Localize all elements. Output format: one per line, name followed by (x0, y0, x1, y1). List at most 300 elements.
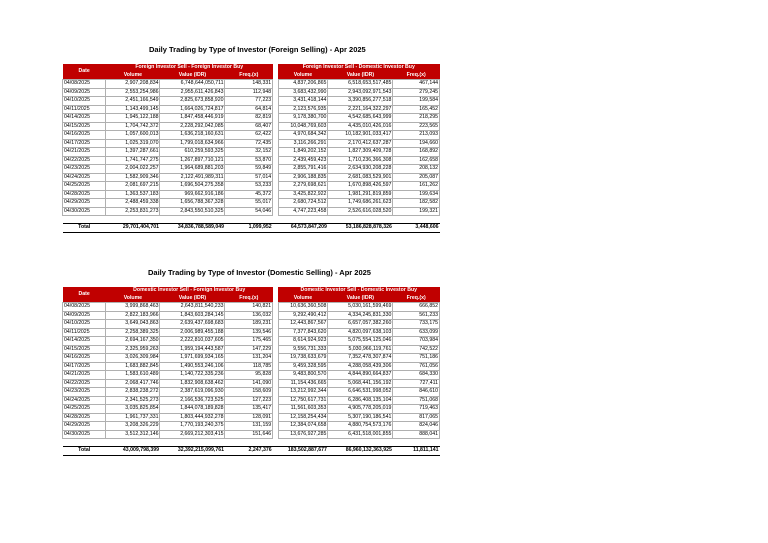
spacer-cell (63, 216, 440, 224)
value-cell: 4,288,058,439,306 (328, 362, 393, 371)
value-cell: 3,683,432,990 (278, 88, 328, 97)
value-cell: 2,451,166,549 (106, 97, 160, 106)
value-cell: 6,657,057,382,260 (328, 320, 393, 329)
value-cell: 4,542,685,643,999 (328, 114, 393, 123)
value-cell: 2,221,164,322,297 (328, 105, 393, 114)
table-row (63, 207, 440, 216)
header-row (63, 64, 440, 72)
total-value: 183,502,887,677 (278, 447, 328, 456)
value-cell: 3,425,822,922 (278, 190, 328, 199)
value-cell: 1,803,444,932,278 (160, 413, 225, 422)
value-cell: 10,182,901,033,417 (328, 131, 393, 140)
value-cell: 1,844,078,189,828 (160, 405, 225, 414)
value-cell: 817,065 (393, 413, 440, 422)
value-cell: 205,087 (393, 173, 440, 182)
spacer-row (63, 439, 440, 447)
value-cell: 1,490,553,246,106 (160, 362, 225, 371)
column-header: Value (IDR) (160, 72, 225, 80)
value-cell: 158,609 (225, 388, 273, 397)
value-cell: 2,943,092,971,543 (328, 88, 393, 97)
table-row (63, 405, 440, 414)
value-cell: 1,025,319,070 (106, 139, 160, 148)
value-cell: 55,017 (225, 199, 273, 208)
total-label: Total (63, 224, 106, 233)
value-cell: 68,407 (225, 122, 273, 131)
subheader-row (63, 72, 440, 80)
date-cell: 04/25/2025 (63, 405, 106, 414)
table-row (63, 303, 440, 312)
table-row (63, 97, 440, 106)
date-cell: 04/28/2025 (63, 190, 106, 199)
value-cell: 3,999,868,463 (106, 303, 160, 312)
value-cell: 62,422 (225, 131, 273, 140)
table-row (63, 173, 440, 182)
header-row (63, 287, 440, 295)
date-cell: 04/23/2025 (63, 388, 106, 397)
value-cell: 141,090 (225, 379, 273, 388)
value-cell: 1,710,236,366,308 (328, 156, 393, 165)
value-cell: 112,948 (225, 88, 273, 97)
value-cell: 751,186 (393, 354, 440, 363)
value-cell: 1,964,689,881,203 (160, 165, 225, 174)
value-cell: 8,614,924,923 (278, 337, 328, 346)
value-cell: 45,372 (225, 190, 273, 199)
value-cell: 3,208,326,229 (106, 422, 160, 431)
date-cell: 04/14/2025 (63, 337, 106, 346)
date-cell: 04/25/2025 (63, 182, 106, 191)
value-cell: 1,971,699,934,165 (160, 354, 225, 363)
value-cell: 2,387,619,096,930 (160, 388, 225, 397)
value-cell: 3,035,825,854 (106, 405, 160, 414)
group1-header: Foreign Investor Sell - Foreign Investor Buy (106, 64, 273, 72)
value-cell: 4,334,245,831,330 (328, 311, 393, 320)
date-cell: 04/16/2025 (63, 354, 106, 363)
table-row (63, 337, 440, 346)
column-header: Volume (278, 295, 328, 303)
table-row (63, 165, 440, 174)
value-cell: 10,636,360,508 (278, 303, 328, 312)
table2-title: Daily Trading by Type of Investor (Domestic Selling) - Apr 2025 (148, 268, 371, 277)
column-header: Volume (106, 72, 160, 80)
value-cell: 5,030,966,119,761 (328, 345, 393, 354)
value-cell: 1,670,898,426,597 (328, 182, 393, 191)
value-cell: 3,026,309,984 (106, 354, 160, 363)
date-cell: 04/21/2025 (63, 371, 106, 380)
date-header: Date (63, 64, 106, 80)
value-cell: 703,984 (393, 337, 440, 346)
value-cell: 1,770,193,240,375 (160, 422, 225, 431)
value-cell: 9,556,731,333 (278, 345, 328, 354)
date-cell: 04/08/2025 (63, 80, 106, 89)
date-cell: 04/24/2025 (63, 396, 106, 405)
total-value: 64,573,847,209 (278, 224, 328, 233)
value-cell: 2,081,697,215 (106, 182, 160, 191)
total-value: 1,099,952 (225, 224, 273, 233)
value-cell: 1,583,610,489 (106, 371, 160, 380)
total-value: 2,247,376 (225, 447, 273, 456)
value-cell: 2,006,989,455,188 (160, 328, 225, 337)
date-cell: 04/11/2025 (63, 105, 106, 114)
column-header: Freq.(x) (225, 72, 273, 80)
value-cell: 182,582 (393, 199, 440, 208)
table-row (63, 105, 440, 114)
total-value: 43,009,798,399 (106, 447, 160, 456)
value-cell: 4,880,754,573,176 (328, 422, 393, 431)
value-cell: 2,228,292,042,085 (160, 122, 225, 131)
value-cell: 4,905,778,205,019 (328, 405, 393, 414)
value-cell: 13,676,927,285 (278, 430, 328, 439)
value-cell: 2,838,238,272 (106, 388, 160, 397)
date-cell: 04/22/2025 (63, 379, 106, 388)
date-cell: 04/30/2025 (63, 207, 106, 216)
value-cell: 162,658 (393, 156, 440, 165)
value-cell: 2,526,616,028,520 (328, 207, 393, 216)
total-value: 34,836,788,589,049 (160, 224, 225, 233)
value-cell: 2,123,576,935 (278, 105, 328, 114)
value-cell: 969,662,916,186 (160, 190, 225, 199)
group1-header: Domestic Investor Sell - Foreign Investor Buy (106, 287, 273, 295)
column-header: Freq.(x) (393, 72, 440, 80)
spacer-row (63, 216, 440, 224)
total-value: 86,960,132,363,925 (328, 447, 393, 456)
value-cell: 4,837,206,865 (278, 80, 328, 89)
value-cell: 1,827,309,409,728 (328, 148, 393, 157)
value-cell: 218,295 (393, 114, 440, 123)
value-cell: 467,144 (393, 80, 440, 89)
total-value: 32,392,215,099,761 (160, 447, 225, 456)
column-header: Value (IDR) (328, 72, 393, 80)
value-cell: 279,245 (393, 88, 440, 97)
value-cell: 95,828 (225, 371, 273, 380)
value-cell: 1,945,122,188 (106, 114, 160, 123)
value-cell: 3,649,043,863 (106, 320, 160, 329)
table-row (63, 320, 440, 329)
date-cell: 04/10/2025 (63, 320, 106, 329)
value-cell: 53,233 (225, 182, 273, 191)
date-cell: 04/16/2025 (63, 131, 106, 140)
value-cell: 719,463 (393, 405, 440, 414)
value-cell: 846,610 (393, 388, 440, 397)
date-cell: 04/28/2025 (63, 413, 106, 422)
value-cell: 11,561,603,353 (278, 405, 328, 414)
column-header: Freq.(x) (225, 295, 273, 303)
table-row (63, 80, 440, 89)
total-value: 53,186,828,878,326 (328, 224, 393, 233)
value-cell: 53,870 (225, 156, 273, 165)
value-cell: 2,843,550,510,325 (160, 207, 225, 216)
value-cell: 12,158,254,434 (278, 413, 328, 422)
date-cell: 04/17/2025 (63, 362, 106, 371)
date-cell: 04/21/2025 (63, 148, 106, 157)
total-value: 11,811,141 (393, 447, 440, 456)
value-cell: 2,341,525,273 (106, 396, 160, 405)
table-row (63, 139, 440, 148)
value-cell: 9,292,490,412 (278, 311, 328, 320)
table-row (63, 190, 440, 199)
value-cell: 1,656,788,367,328 (160, 199, 225, 208)
value-cell: 1,741,747,275 (106, 156, 160, 165)
value-cell: 32,152 (225, 148, 273, 157)
value-cell: 12,384,074,658 (278, 422, 328, 431)
value-cell: 1,267,897,710,121 (160, 156, 225, 165)
value-cell: 9,459,328,595 (278, 362, 328, 371)
value-cell: 4,820,097,638,103 (328, 328, 393, 337)
column-header: Freq.(x) (393, 295, 440, 303)
value-cell: 751,068 (393, 396, 440, 405)
total-label: Total (63, 447, 106, 456)
value-cell: 1,847,458,446,919 (160, 114, 225, 123)
date-cell: 04/17/2025 (63, 139, 106, 148)
value-cell: 9,178,380,700 (278, 114, 328, 123)
value-cell: 888,041 (393, 430, 440, 439)
total-row (63, 447, 440, 456)
value-cell: 4,844,890,664,837 (328, 371, 393, 380)
value-cell: 1,799,018,634,966 (160, 139, 225, 148)
value-cell: 1,959,194,443,587 (160, 345, 225, 354)
value-cell: 2,907,208,834 (106, 80, 160, 89)
value-cell: 1,749,686,261,623 (328, 199, 393, 208)
value-cell: 5,307,190,186,541 (328, 413, 393, 422)
value-cell: 189,231 (225, 320, 273, 329)
value-cell: 161,262 (393, 182, 440, 191)
value-cell: 1,849,202,152 (278, 148, 328, 157)
table-row (63, 354, 440, 363)
date-cell: 04/29/2025 (63, 199, 106, 208)
value-cell: 742,522 (393, 345, 440, 354)
value-cell: 1,843,603,284,145 (160, 311, 225, 320)
date-cell: 04/29/2025 (63, 422, 106, 431)
value-cell: 3,390,856,277,518 (328, 97, 393, 106)
value-cell: 175,465 (225, 337, 273, 346)
total-row (63, 224, 440, 233)
table-row (63, 345, 440, 354)
table-row (63, 430, 440, 439)
value-cell: 1,636,218,160,631 (160, 131, 225, 140)
value-cell: 2,325,959,263 (106, 345, 160, 354)
value-cell: 11,154,436,665 (278, 379, 328, 388)
value-cell: 19,738,633,679 (278, 354, 328, 363)
value-cell: 118,785 (225, 362, 273, 371)
value-cell: 131,159 (225, 422, 273, 431)
value-cell: 131,204 (225, 354, 273, 363)
table-row (63, 379, 440, 388)
value-cell: 12,750,617,731 (278, 396, 328, 405)
value-cell: 77,223 (225, 97, 273, 106)
value-cell: 5,068,441,156,192 (328, 379, 393, 388)
date-cell: 04/23/2025 (63, 165, 106, 174)
value-cell: 54,046 (225, 207, 273, 216)
date-cell: 04/30/2025 (63, 430, 106, 439)
table1-title: Daily Trading by Type of Investor (Foreign Selling) - Apr 2025 (149, 45, 366, 54)
value-cell: 3,431,418,144 (278, 97, 328, 106)
group2-header: Foreign Investor Sell - Domestic Investor Buy (278, 64, 439, 72)
total-value: 29,701,404,701 (106, 224, 160, 233)
value-cell: 1,961,737,331 (106, 413, 160, 422)
date-header: Date (63, 287, 106, 303)
value-cell: 2,906,188,835 (278, 173, 328, 182)
value-cell: 5,030,161,599,469 (328, 303, 393, 312)
value-cell: 2,004,022,257 (106, 165, 160, 174)
value-cell: 1,683,882,845 (106, 362, 160, 371)
value-cell: 1,057,600,013 (106, 131, 160, 140)
value-cell: 2,822,183,966 (106, 311, 160, 320)
value-cell: 1,582,909,346 (106, 173, 160, 182)
value-cell: 12,443,867,567 (278, 320, 328, 329)
value-cell: 2,825,673,858,920 (160, 97, 225, 106)
value-cell: 1,664,026,724,817 (160, 105, 225, 114)
date-cell: 04/09/2025 (63, 311, 106, 320)
value-cell: 733,175 (393, 320, 440, 329)
value-cell: 2,955,611,426,843 (160, 88, 225, 97)
group2-header: Domestic Investor Sell - Domestic Investor Buy (278, 287, 439, 295)
column-header: Value (IDR) (328, 295, 393, 303)
value-cell: 4,435,010,426,016 (328, 122, 393, 131)
value-cell: 1,143,499,145 (106, 105, 160, 114)
value-cell: 2,643,811,540,233 (160, 303, 225, 312)
value-cell: 72,435 (225, 139, 273, 148)
date-cell: 04/22/2025 (63, 156, 106, 165)
value-cell: 4,747,223,458 (278, 207, 328, 216)
value-cell: 633,099 (393, 328, 440, 337)
value-cell: 6,646,531,998,052 (328, 388, 393, 397)
value-cell: 135,417 (225, 405, 273, 414)
column-header: Volume (106, 295, 160, 303)
table-row (63, 182, 440, 191)
table-row (63, 328, 440, 337)
table-row (63, 371, 440, 380)
table-row (63, 199, 440, 208)
value-cell: 761,056 (393, 362, 440, 371)
table-row (63, 114, 440, 123)
value-cell: 1,397,287,661 (106, 148, 160, 157)
value-cell: 2,639,437,698,683 (160, 320, 225, 329)
value-cell: 684,330 (393, 371, 440, 380)
value-cell: 136,032 (225, 311, 273, 320)
table-row (63, 131, 440, 140)
date-cell: 04/15/2025 (63, 345, 106, 354)
date-cell: 04/10/2025 (63, 97, 106, 106)
value-cell: 3,512,312,146 (106, 430, 160, 439)
value-cell: 6,286,408,135,104 (328, 396, 393, 405)
value-cell: 1,363,537,183 (106, 190, 160, 199)
value-cell: 194,660 (393, 139, 440, 148)
value-cell: 4,970,684,342 (278, 131, 328, 140)
value-cell: 727,411 (393, 379, 440, 388)
value-cell: 127,223 (225, 396, 273, 405)
value-cell: 2,680,724,512 (278, 199, 328, 208)
value-cell: 824,046 (393, 422, 440, 431)
value-cell: 208,132 (393, 165, 440, 174)
value-cell: 2,166,536,723,525 (160, 396, 225, 405)
value-cell: 7,377,843,620 (278, 328, 328, 337)
value-cell: 82,819 (225, 114, 273, 123)
value-cell: 7,352,478,307,874 (328, 354, 393, 363)
value-cell: 2,669,212,303,415 (160, 430, 225, 439)
date-cell: 04/14/2025 (63, 114, 106, 123)
date-cell: 04/24/2025 (63, 173, 106, 182)
value-cell: 9,483,800,570 (278, 371, 328, 380)
total-value: 3,448,606 (393, 224, 440, 233)
value-cell: 2,170,412,637,287 (328, 139, 393, 148)
value-cell: 6,431,518,001,855 (328, 430, 393, 439)
value-cell: 147,229 (225, 345, 273, 354)
value-cell: 168,892 (393, 148, 440, 157)
table-row (63, 396, 440, 405)
value-cell: 2,279,698,621 (278, 182, 328, 191)
value-cell: 64,814 (225, 105, 273, 114)
value-cell: 199,584 (393, 97, 440, 106)
date-cell: 04/11/2025 (63, 328, 106, 337)
value-cell: 6,748,644,050,711 (160, 80, 225, 89)
value-cell: 213,093 (393, 131, 440, 140)
value-cell: 2,122,491,989,311 (160, 173, 225, 182)
value-cell: 5,075,554,125,046 (328, 337, 393, 346)
table1-foreign-selling (62, 64, 440, 233)
value-cell: 223,565 (393, 122, 440, 131)
table-row (63, 422, 440, 431)
date-cell: 04/09/2025 (63, 88, 106, 97)
value-cell: 6,518,653,517,485 (328, 80, 393, 89)
value-cell: 2,439,459,423 (278, 156, 328, 165)
value-cell: 2,253,831,273 (106, 207, 160, 216)
table-row (63, 122, 440, 131)
value-cell: 2,488,459,338 (106, 199, 160, 208)
value-cell: 139,546 (225, 328, 273, 337)
value-cell: 2,068,417,746 (106, 379, 160, 388)
value-cell: 10,048,769,603 (278, 122, 328, 131)
value-cell: 2,855,791,416 (278, 165, 328, 174)
value-cell: 2,258,389,325 (106, 328, 160, 337)
table-row (63, 388, 440, 397)
table-row (63, 413, 440, 422)
value-cell: 151,646 (225, 430, 273, 439)
value-cell: 148,331 (225, 80, 273, 89)
value-cell: 13,212,992,344 (278, 388, 328, 397)
spacer-cell (63, 439, 440, 447)
table-row (63, 311, 440, 320)
value-cell: 561,233 (393, 311, 440, 320)
value-cell: 165,452 (393, 105, 440, 114)
value-cell: 1,704,742,372 (106, 122, 160, 131)
value-cell: 57,014 (225, 173, 273, 182)
date-cell: 04/15/2025 (63, 122, 106, 131)
value-cell: 610,259,593,325 (160, 148, 225, 157)
value-cell: 140,821 (225, 303, 273, 312)
value-cell: 2,694,167,350 (106, 337, 160, 346)
table2-domestic-selling (62, 287, 440, 456)
table-row (63, 88, 440, 97)
column-header: Volume (278, 72, 328, 80)
value-cell: 666,852 (393, 303, 440, 312)
value-cell: 59,849 (225, 165, 273, 174)
value-cell: 2,222,810,037,605 (160, 337, 225, 346)
value-cell: 199,634 (393, 190, 440, 199)
date-cell: 04/08/2025 (63, 303, 106, 312)
column-header: Value (IDR) (160, 295, 225, 303)
value-cell: 199,321 (393, 207, 440, 216)
value-cell: 2,681,083,529,901 (328, 173, 393, 182)
table-row (63, 148, 440, 157)
value-cell: 1,696,504,275,358 (160, 182, 225, 191)
value-cell: 1,832,908,638,462 (160, 379, 225, 388)
value-cell: 128,091 (225, 413, 273, 422)
table-row (63, 156, 440, 165)
value-cell: 1,981,291,819,859 (328, 190, 393, 199)
value-cell: 2,553,254,986 (106, 88, 160, 97)
value-cell: 3,116,266,291 (278, 139, 328, 148)
subheader-row (63, 295, 440, 303)
table-row (63, 362, 440, 371)
